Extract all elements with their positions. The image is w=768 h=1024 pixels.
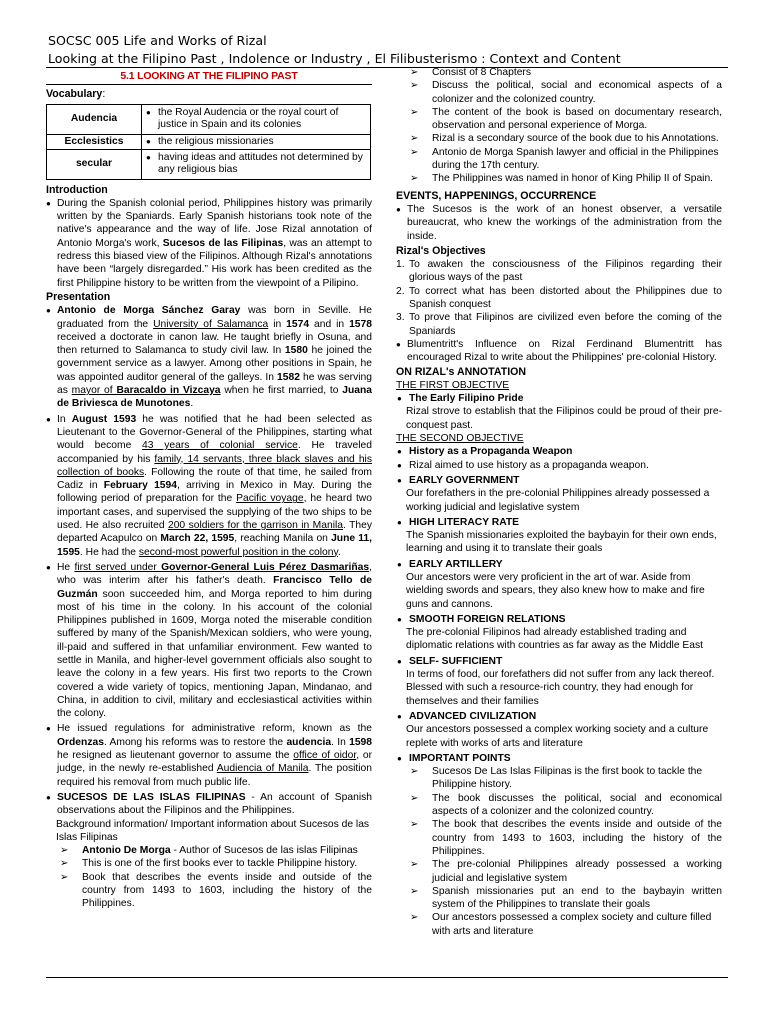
blumentritt-bullet: ● Blumentritt's Influence on Rizal Ferdinand Blumentritt has encouraged Rizal to write about the Philippines' pre-colonial History. <box>396 338 722 365</box>
vocabulary-heading: Vocabulary: <box>46 88 106 101</box>
vocab-term: secular <box>47 149 142 179</box>
list-item: ➢ Antonio de Morga Spanish lawyer and official in the Philippines during the 17th century. <box>402 146 722 173</box>
list-item: ➢ Discuss the political, social and economical aspects of a colonizer and the colonized country. <box>402 79 722 106</box>
list-item: ➢ Book that describes the events inside and outside of the country from 1493 to 1603, including the history of the Philippines. <box>52 871 372 911</box>
propaganda-text: ● Rizal aimed to use history as a propaganda weapon. <box>396 459 722 472</box>
section-heading: ● HIGH LITERACY RATE <box>396 516 722 529</box>
list-item: ➢ The Philippines was named in honor of King Philip II of Spain. <box>402 172 722 185</box>
events-heading: EVENTS, HAPPENINGS, OCCURRENCE <box>396 189 597 202</box>
presentation-bullet: ● He first served under Governor-General Luis Pérez Dasmariñas, who was interim after his father's death. Francisco Tello de Guzmán soon succeeded him, and Morga reported to him during most of his time in the colony. In his account of the colonial Philippines published in 1609, Morga noted the miserable condition suffered by many of the Spanish/Mexican soldiers, who were young, ill-paid and suffered in that unfamiliar environment. Few wanted to settle in Manila, and higher-level government officials also sought to leave the colony in a few years. His first two reports to the Crown covered a wide variety of topics, mentioning Japan, Mindanao, and China, in addition to civil, military and ecclesiastical activities within the colony. <box>46 561 372 721</box>
annotation-heading: ON RIZAL's ANNOTATION <box>396 365 527 378</box>
list-item: 2. To correct what has been distorted about the Philippines due to Spanish conquest <box>396 285 722 311</box>
vocab-definition: ● the religious missionaries <box>142 134 371 149</box>
list-item: 3. To prove that Filipinos are civilized even before the coming of the Spaniards <box>396 312 722 337</box>
list-item: ➢ Spanish missionaries put an end to the baybayin written system of the Philippines to translate their goals <box>402 885 722 912</box>
list-item: ➢ The content of the book is based on documentary research, observation and personal experience of Morga. <box>402 106 722 133</box>
section-title: 5.1 LOOKING AT THE FILIPINO PAST <box>46 70 372 85</box>
events-text: ● The Sucesos is the work of an honest observer, a versatile bureaucrat, who knew the workings of the administration from the inside. <box>396 203 722 243</box>
section-text: Our ancestors possessed a complex working society and a culture replete with works of arts and literature <box>406 724 709 749</box>
objectives-heading: Rizal's Objectives <box>396 244 486 257</box>
early-pride-text: Rizal strove to establish that the Filipinos could be proud of their pre-conquest past. <box>406 406 722 431</box>
list-item: ➢ Consist of 8 Chapters <box>402 66 722 79</box>
right-column <box>396 66 722 938</box>
left-column <box>46 70 372 911</box>
list-item: ➢ The book discusses the political, social and economical aspects of a colonizer and the colonized country. <box>402 792 722 819</box>
vocabulary-table <box>46 104 371 180</box>
section-heading: ● ADVANCED CIVILIZATION <box>396 710 722 723</box>
table-row <box>47 149 371 179</box>
first-objective-label: THE FIRST OBJECTIVE <box>396 379 510 391</box>
introduction-text: ● During the Spanish colonial period, Philippines history was primarily written by the Spaniards. Early Spanish historians took note of the native's appearance and the way of life. Jose Rizal annotation of Antonio Morga's work, Sucesos de las Filipinas, was an attempt to redress this biased view of the Filipinos. Although Rizal's annotations have been “largely disregarded.” His work has been credited as the first Philippine history to be written from the viewpoint of a Pilipino. <box>46 197 372 290</box>
second-objective-label: THE SECOND OBJECTIVE <box>396 433 524 445</box>
list-item: 1. To awaken the consciousness of the Filipinos regarding their glorious ways of the past <box>396 259 722 284</box>
section-text: Our ancestors were very proficient in the art of war. Aside from wielding swords and spears, they also knew how to make and fire guns and cannons. <box>406 571 705 610</box>
topics-subtitle: Looking at the Filipino Past , Indolence or Industry , El Filibusterismo : Context and Content <box>48 51 621 66</box>
propaganda-heading: ● History as a Propaganda Weapon <box>396 445 722 458</box>
presentation-bullet: ● Antonio de Morga Sánchez Garay was born in Seville. He graduated from the University of Salamanca in 1574 and in 1578 received a doctorate in canon law. He taught briefly in Osuna, and then returned to Salamanca to study civil law. In 1580 he joined the government service as a lawyer. Among other positions in Spain, he was appointed auditor general of the galleys. In 1582 he was serving as mayor of Baracaldo in Vizcaya when he first married, to Juana de Briviesca de Munotones. <box>46 304 372 410</box>
section-heading: ● SELF- SUFFICIENT <box>396 655 722 668</box>
section-heading: ● SMOOTH FOREIGN RELATIONS <box>396 613 722 626</box>
list-item: ➢ Antonio De Morga - Author of Sucesos de las islas Filipinas <box>52 844 372 857</box>
vocab-definition: ● having ideas and attitudes not determined by any religious bias <box>142 149 371 179</box>
footer-rule <box>46 977 728 978</box>
list-item: ➢ The pre-colonial Philippines already possessed a working judicial and legislative system <box>402 858 722 885</box>
section-text: The Spanish missionaries exploited the baybayin for their own ends, learning and using it to translate their goals <box>406 530 717 555</box>
important-heading: ● IMPORTANT POINTS <box>396 752 722 765</box>
sucesos-bullet: ● SUCESOS DE LAS ISLAS FILIPINAS - An account of Spanish observations about the Filipinos and the Philippines. <box>46 791 372 818</box>
list-item: ➢ The book that describes the events inside and outside of the country from 1493 to 1603, including the history of the Philippines. <box>402 818 722 858</box>
vocab-term: Audencia <box>47 104 142 134</box>
list-item: ➢ This is one of the first books ever to tackle Philippine history. <box>52 857 372 870</box>
section-text: In terms of food, our forefathers did not suffer from any lack thereof. Blessed with such a resource-rich country, they had enough for themselves and their families <box>406 669 715 707</box>
vocab-definition: ● the Royal Audencia or the royal court of justice in Spain and its colonies <box>142 104 371 134</box>
list-item: ➢ Our ancestors possessed a complex society and culture filled with arts and literature <box>402 911 722 938</box>
course-title: SOCSC 005 Life and Works of Rizal <box>48 33 267 48</box>
section-heading: ● EARLY ARTILLERY <box>396 558 722 571</box>
vocab-term: Ecclesistics <box>47 134 142 149</box>
introduction-heading: Introduction <box>46 183 108 196</box>
table-row <box>47 134 371 149</box>
section-text: Our forefathers in the pre-colonial Philippines already possessed a working judicial and legislative system <box>406 488 710 513</box>
early-pride-heading: ● The Early Filipino Pride <box>396 392 722 405</box>
list-item: ➢ Sucesos De Las Islas Filipinas is the first book to tackle the Philippine history. <box>402 765 722 792</box>
presentation-bullet: ● He issued regulations for administrative reform, known as the Ordenzas. Among his reforms was to restore the audencia. In 1598 he resigned as lieutenant governor to assume the office of oidor, or judge, in the newly re-established Audiencia of Manila. The position required his removal from much public life. <box>46 722 372 788</box>
presentation-bullet: ● In August 1593 he was notified that he had been selected as Lieutenant to the Governor-General of the Philippines, starting what would become 43 years of colonial service. He traveled accompanied by his family, 14 servants, three black slaves and his collection of books. Following the route of that time, he sailed from Cadiz in February 1594, arriving in Mexico in May. During the following period of preparation for the Pacific voyage, he heard two important cases, and supervised the supplying of the two ships to be used. He also recruited 200 soldiers for the garrison in Manila. They departed Acapulco on March 22, 1595, reaching Manila on June 11, 1595. He had the second-most powerful position in the colony. <box>46 413 372 559</box>
section-heading: ● EARLY GOVERNMENT <box>396 474 722 487</box>
table-row <box>47 104 371 134</box>
section-text: The pre-colonial Filipinos had already established trading and diplomatic relations with countries as far away as the Middle East <box>406 627 704 652</box>
list-item: ➢ Rizal is a secondary source of the book due to his Annotations. <box>402 132 722 145</box>
background-info: Background information/ Important information about Sucesos de las Islas Filipinas <box>56 818 370 843</box>
presentation-heading: Presentation <box>46 290 111 303</box>
